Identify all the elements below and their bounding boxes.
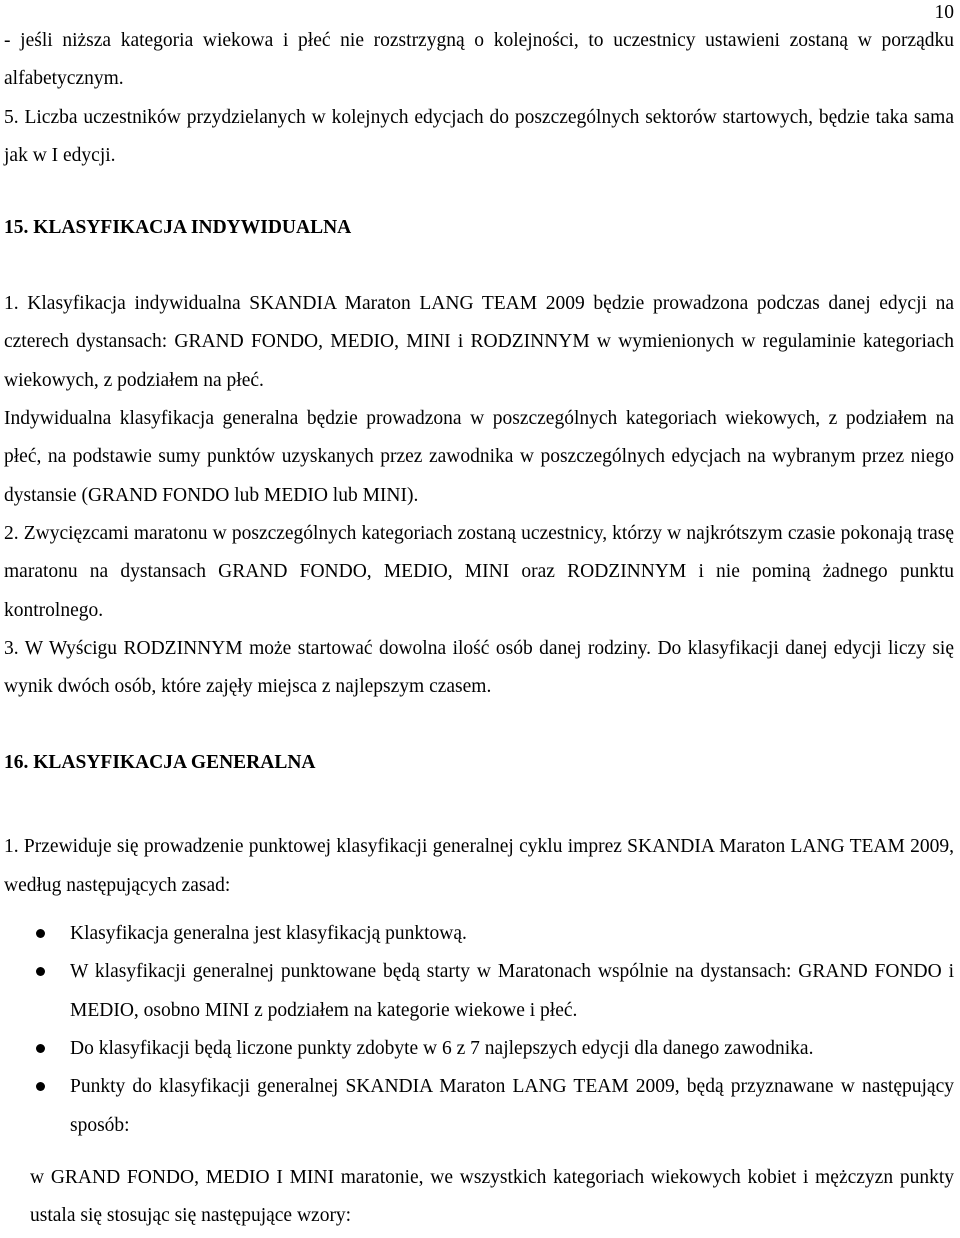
section-15-heading: 15. KLASYFIKACJA INDYWIDUALNA <box>4 217 352 239</box>
list-item-text: W klasyfikacji generalnej punktowane będą starty w Maratonach wspólnie na dystansach: GRAND FONDO i MEDIO, osobno MINI z podziałem na kategorie wiekowe i płeć. <box>70 961 954 1021</box>
dash-item: - jeśli niższa kategoria wiekowa i płeć nie rozstrzygną o kolejności, to uczestnicy ustawieni zostaną w porządku alfabetycznym. <box>4 30 954 90</box>
list-item <box>4 915 954 953</box>
bullet-icon <box>36 1044 45 1053</box>
bullet-icon <box>36 929 45 938</box>
section-15-paragraph-3: 2. Zwycięzcami maratonu w poszczególnych kategoriach zostaną uczestnicy, którzy w najkrótszym czasie pokonają trasę maratonu na dystansach GRAND FONDO, MEDIO, MINI oraz RODZINNYM i nie pominą żadnego punktu kontrolnego. <box>4 522 954 621</box>
list-item <box>4 953 954 1030</box>
section-16-paragraph-1: 1. Przewiduje się prowadzenie punktowej klasyfikacji generalnej cyklu imprez SKANDIA Maraton LANG TEAM 2009, według następujących zasad: <box>4 836 954 896</box>
bullet-icon <box>36 1082 45 1091</box>
document-body <box>4 22 954 1235</box>
item-5: 5. Liczba uczestników przydzielanych w kolejnych edycjach do poszczególnych sektorów startowych, będzie taka sama jak w I edycji. <box>4 106 954 166</box>
list-item <box>4 1068 954 1145</box>
list-item-text: Klasyfikacja generalna jest klasyfikacją punktową. <box>70 923 467 945</box>
section-16-after-list: w GRAND FONDO, MEDIO I MINI maratonie, we wszystkich kategoriach wiekowych kobiet i mężczyzn punkty ustala się stosując się następujące wzory: <box>30 1166 954 1227</box>
list-item-text: Do klasyfikacji będą liczone punkty zdobyte w 6 z 7 najlepszych edycji dla danego zawodnika. <box>70 1037 814 1059</box>
list-item <box>4 1030 954 1068</box>
page-number: 10 <box>934 2 954 23</box>
section-16-heading: 16. KLASYFIKACJA GENERALNA <box>4 752 316 774</box>
section-15-paragraph-1: 1. Klasyfikacja indywidualna SKANDIA Maraton LANG TEAM 2009 będzie prowadzona podczas danej edycji na czterech dystansach: GRAND FONDO, MEDIO, MINI i RODZINNYM w wymienionych w regulaminie kategoriach wiekowych, z podziałem na płeć. <box>4 293 954 391</box>
list-item-text: Punkty do klasyfikacji generalnej SKANDIA Maraton LANG TEAM 2009, będą przyznawane w następujący sposób: <box>70 1076 954 1136</box>
section-15-paragraph-2: Indywidualna klasyfikacja generalna będzie prowadzona w poszczególnych kategoriach wiekowych, z podziałem na płeć, na podstawie sumy punktów uzyskanych przez zawodnika w poszczególnych edycjach na wybranym przez niego dystansie (GRAND FONDO lub MEDIO lub MINI). <box>4 408 954 506</box>
section-15-paragraph-4: 3. W Wyścigu RODZINNYM może startować dowolna ilość osób danej rodziny. Do klasyfikacji danej edycji liczy się wynik dwóch osób, które zajęły miejsca z najlepszym czasem. <box>4 637 954 698</box>
bullet-icon <box>36 967 45 976</box>
rules-bullet-list <box>4 915 954 1145</box>
